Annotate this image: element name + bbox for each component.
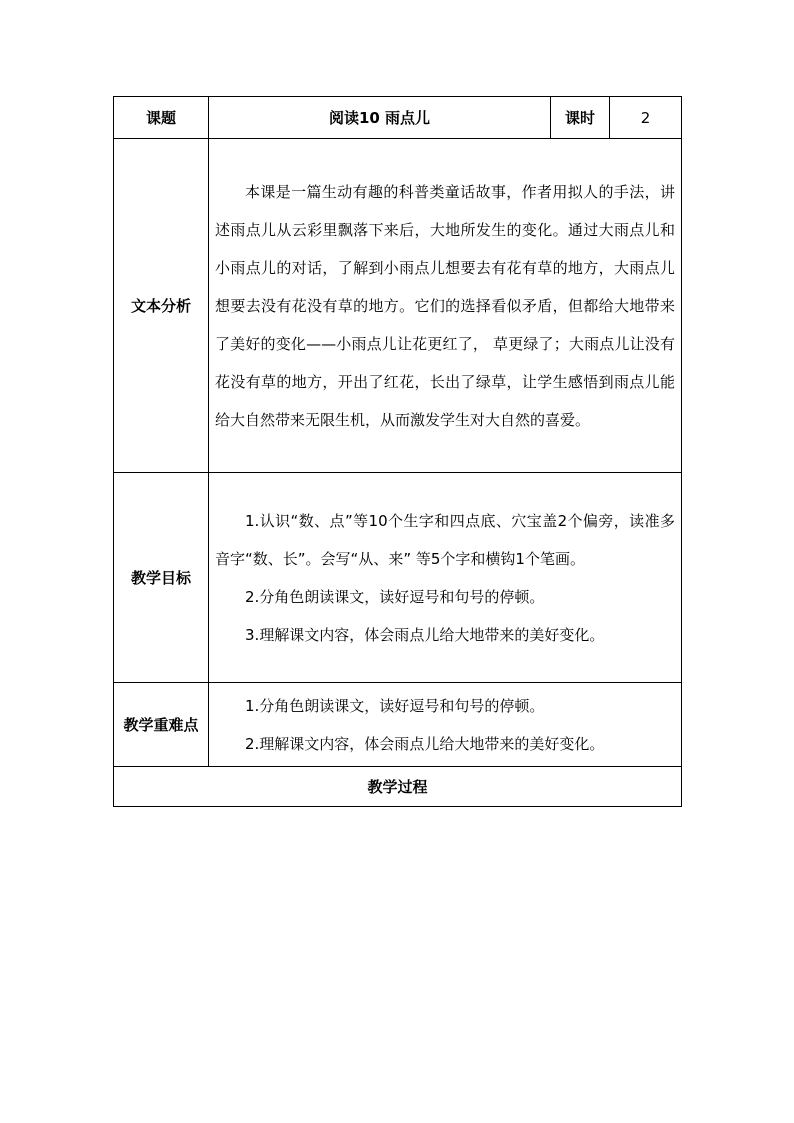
text-analysis-content: 本课是一篇生动有趣的科普类童话故事，作者用拟人的手法，讲述雨点儿从云彩里飘落下来后，大地所发生的变化。通过大雨点儿和小雨点儿的对话，了解到小雨点儿想要去有花有草的地方，大雨点儿想要去没有花没有草的地方。它们的选择看似矛盾，但都给大地带来了美好的变化——小雨点儿让花更红了， 草更绿了；大雨点儿让没有花没有草的地方，开出了红花，长出了绿草，让学生感悟到雨点儿能给大自然带来无限生机，从而激发学生对大自然的喜爱。 bbox=[215, 182, 675, 429]
process-row bbox=[114, 767, 682, 807]
teaching-goal-item: 2.分角色朗读课文，读好逗号和句号的停顿。 bbox=[245, 587, 545, 606]
teaching-goals-row bbox=[114, 473, 682, 683]
teaching-goals-cell bbox=[209, 473, 682, 683]
topic-value: 阅读10 雨点儿 bbox=[209, 97, 551, 139]
key-points-label: 教学重难点 bbox=[114, 683, 209, 767]
period-label: 课时 bbox=[551, 97, 610, 139]
text-analysis-row bbox=[114, 139, 682, 473]
key-points-row bbox=[114, 683, 682, 767]
key-point-item: 1.分角色朗读课文，读好逗号和句号的停顿。 bbox=[245, 696, 545, 715]
teaching-goal-item: 3.理解课文内容，体会雨点儿给大地带来的美好变化。 bbox=[245, 625, 605, 644]
text-analysis-label: 文本分析 bbox=[114, 139, 209, 473]
teaching-process-heading: 教学过程 bbox=[114, 767, 682, 807]
header-row bbox=[114, 97, 682, 139]
topic-label: 课题 bbox=[114, 97, 209, 139]
key-points-cell bbox=[209, 683, 682, 767]
period-value: 2 bbox=[610, 97, 682, 139]
text-analysis-cell bbox=[209, 139, 682, 473]
teaching-goal-item: 1.认识“数、点”等10个生字和四点底、穴宝盖2个偏旁，读准多音字“数、长”。会写“从、来” 等5个字和横钩1个笔画。 bbox=[215, 511, 675, 568]
key-point-item: 2.理解课文内容，体会雨点儿给大地带来的美好变化。 bbox=[245, 734, 605, 753]
lesson-plan-table bbox=[113, 96, 682, 807]
teaching-goals-label: 教学目标 bbox=[114, 473, 209, 683]
